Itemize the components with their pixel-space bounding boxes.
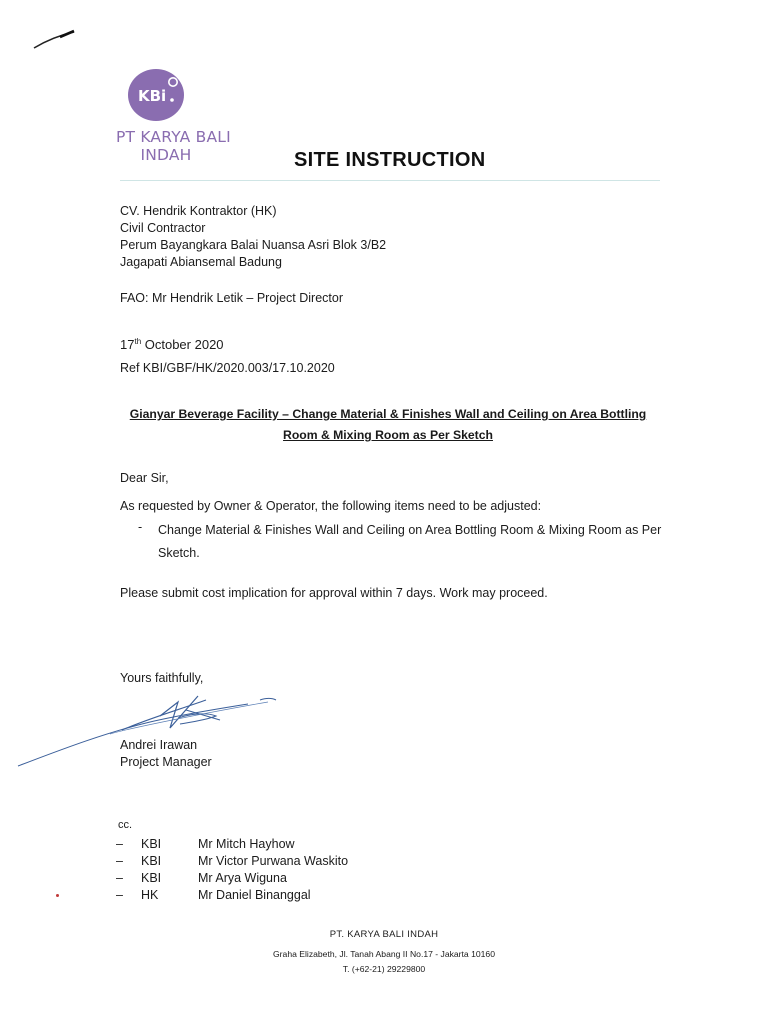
date-day: 17 [120, 337, 135, 352]
company-logo [126, 68, 200, 122]
cc-person: Mr Arya Wiguna [198, 871, 287, 885]
company-name-line1: PT KARYA BALI [116, 128, 231, 146]
scan-speck [56, 894, 59, 897]
logo-text: KBi [138, 87, 167, 105]
recipient-line: Perum Bayangkara Balai Nuansa Asri Blok 3/B2 [120, 238, 387, 252]
valediction: Yours faithfully, [120, 671, 204, 685]
cc-label: cc. [118, 819, 133, 831]
subject-heading [100, 404, 676, 446]
cc-person: Mr Mitch Hayhow [198, 837, 295, 851]
letterhead-footer [184, 928, 584, 977]
date-suffix: th [134, 337, 142, 346]
date-rest: October 2020 [141, 337, 224, 352]
bullet-line: Sketch. [158, 546, 200, 560]
company-name-line2: INDAH [140, 146, 192, 164]
cc-dash: – [116, 888, 123, 902]
subject-line: Room & Mixing Room as Per Sketch [283, 428, 493, 442]
cc-dash: – [116, 837, 123, 851]
cc-person: Mr Victor Purwana Waskito [198, 854, 349, 868]
intro-paragraph: As requested by Owner & Operator, the following items need to be adjusted: [120, 499, 542, 513]
pen-mark [30, 28, 78, 52]
bullet-line: Change Material & Finishes Wall and Ceiling on Area Bottling Room & Mixing Room as Per [158, 523, 662, 537]
footer-address: Graha Elizabeth, Jl. Tanah Abang II No.17 - Jakarta 10160 [273, 949, 495, 959]
footer-company: PT. KARYA BALI INDAH [329, 929, 439, 940]
cc-person: Mr Daniel Binanggal [198, 888, 311, 902]
header-divider [120, 180, 660, 181]
recipient-line: Jagapati Abiansemal Badung [120, 255, 282, 269]
cc-organization: KBI [141, 837, 162, 851]
recipient-line: CV. Hendrik Kontraktor (HK) [120, 204, 277, 218]
cc-dash: – [116, 871, 123, 885]
reference-number: Ref KBI/GBF/HK/2020.003/17.10.2020 [120, 361, 335, 375]
letter-date [120, 336, 224, 353]
document-title: SITE INSTRUCTION [294, 149, 486, 171]
cc-organization: HK [141, 888, 159, 902]
bullet-item [158, 519, 661, 565]
salutation: Dear Sir, [120, 471, 169, 485]
recipient-line: Civil Contractor [120, 221, 206, 235]
signer-name: Andrei Irawan [120, 738, 198, 752]
company-name [116, 128, 231, 164]
cc-organization: KBI [141, 871, 162, 885]
fao-line: FAO: Mr Hendrik Letik – Project Director [120, 291, 343, 305]
bullet-marker: - [138, 520, 143, 534]
signer-title: Project Manager [120, 755, 212, 769]
cc-dash: – [116, 854, 123, 868]
subject-line: Gianyar Beverage Facility – Change Material & Finishes Wall and Ceiling on Area Bottling [129, 407, 647, 421]
cc-organization: KBI [141, 854, 162, 868]
recipient-address [120, 203, 386, 271]
footer-phone: T. (+62-21) 29229800 [342, 964, 426, 974]
closing-paragraph: Please submit cost implication for approval within 7 days. Work may proceed. [120, 586, 548, 600]
